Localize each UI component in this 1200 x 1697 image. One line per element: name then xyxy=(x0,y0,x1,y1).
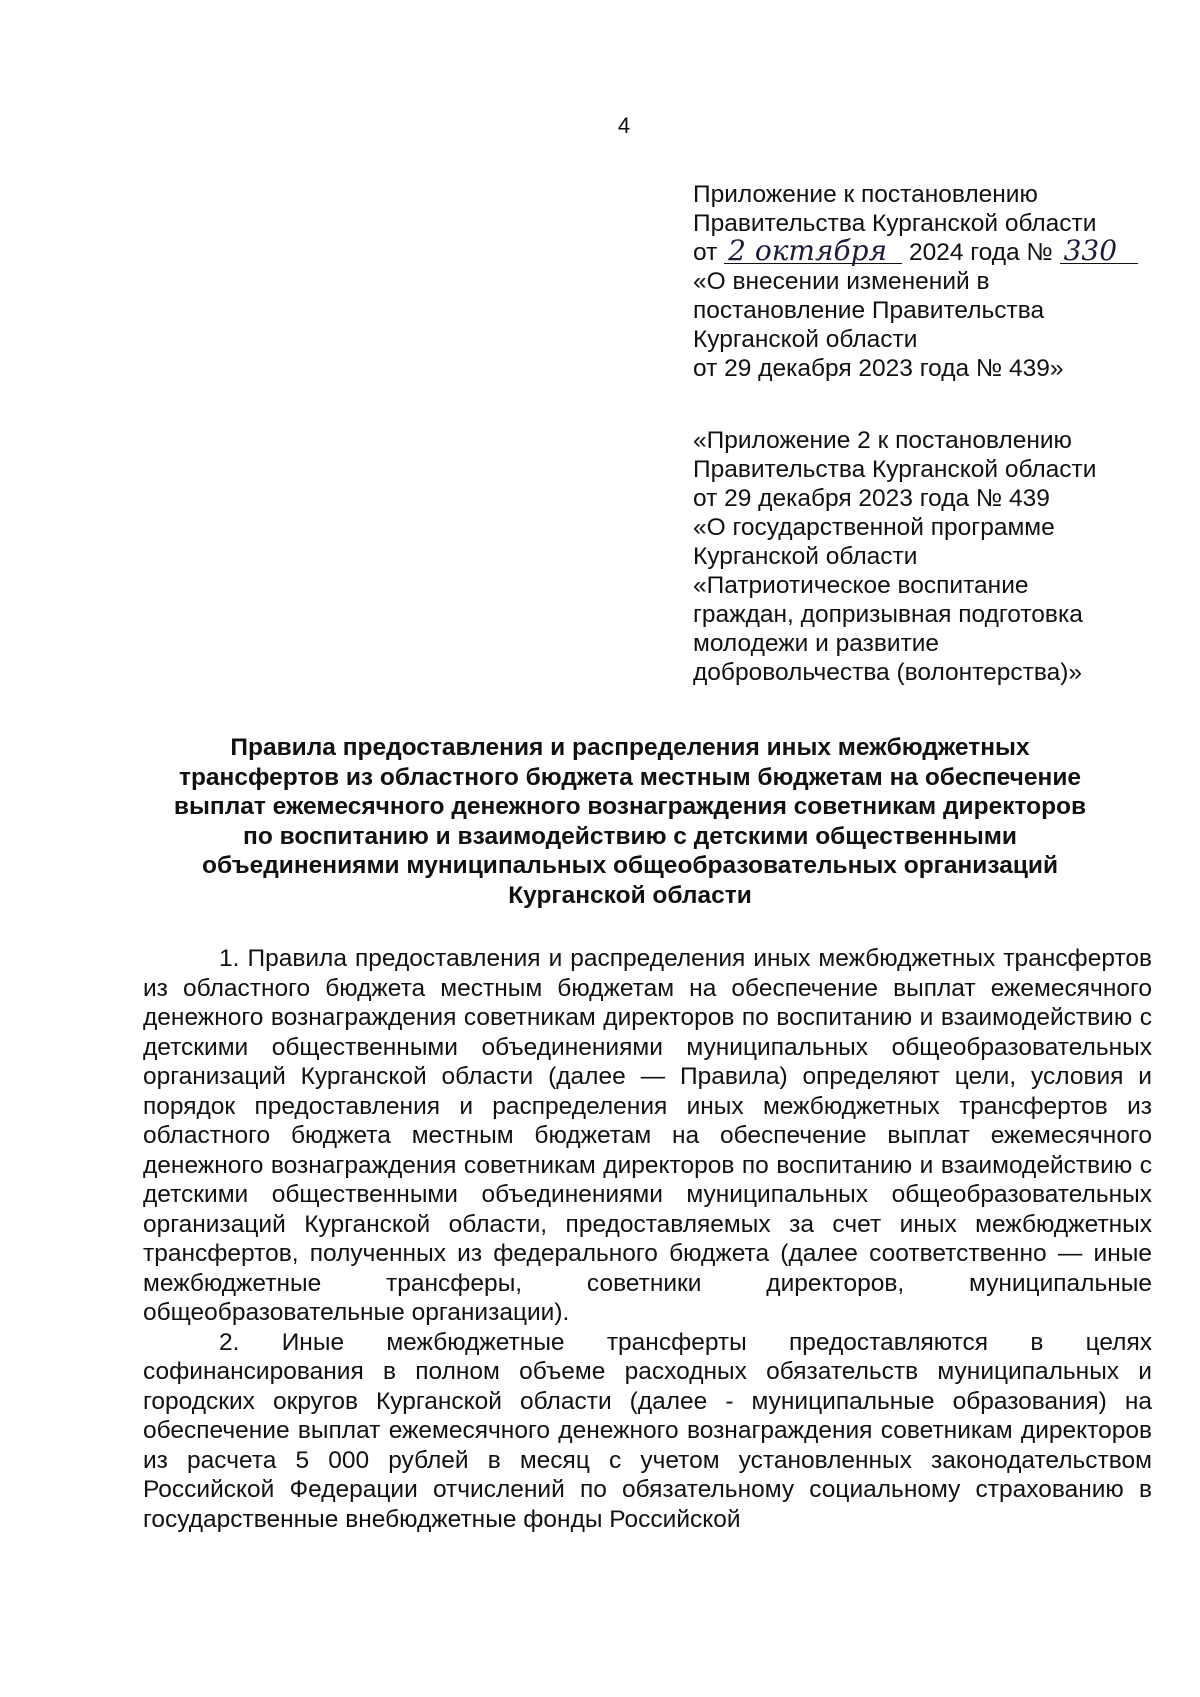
paragraph-2: 2. Иные межбюджетные трансферты предоставляются в целях софинансирования в полном объеме расходных обязательств муниципальных и городских округов Курганской области (далее - муниципальные образования) на обеспечение выплат ежемесячного денежного вознаграждения советникам директоров из расчета 5 000 рублей в месяц с учетом установленных законодательством Российской Федерации отчислений по обязательному социальному страхованию в государственные внебюджетные фонды Российской xyxy=(143,1328,1152,1533)
annex-1-line-4: «О внесении изменений в xyxy=(693,268,990,295)
annex-2-line-3: от 29 декабря 2023 года № 439 xyxy=(693,485,1050,512)
annex-2-line-5: Курганской области xyxy=(693,543,918,570)
annex-2-line-6: «Патриотическое воспитание xyxy=(693,572,1029,599)
title-line-6: Курганской области xyxy=(508,881,752,909)
annex-2-line-2: Правительства Курганской области xyxy=(693,456,1097,483)
annex-1-line-5: постановление Правительства xyxy=(693,297,1045,324)
annex-1-line-6: Курганской области xyxy=(693,326,918,353)
annex-2-line-1: «Приложение 2 к постановлению xyxy=(693,427,1072,454)
handwritten-date: 2 октября xyxy=(724,239,902,264)
annex-1-line-1: Приложение к постановлению xyxy=(693,181,1038,208)
title-line-2: трансфертов из областного бюджета местным бюджетам на обеспечение xyxy=(178,763,1082,791)
paragraph-1: 1. Правила предоставления и распределения иных межбюджетных трансфертов из областного бюджета местным бюджетам на обеспечение выплат ежемесячного денежного вознаграждения советникам директоров по воспитанию и взаимодействию с детскими общественными объединениями муниципальных общеобразовательных организаций Курганской области (далее — Правила) определяют цели, условия и порядок предоставления и распределения иных межбюджетных трансфертов из областного бюджета местным бюджетам на обеспечение выплат ежемесячного денежного вознаграждения советникам директоров по воспитанию и взаимодействию с детскими общественными объединениями муниципальных общеобразовательных организаций Курганской области, предоставляемых за счет иных межбюджетных трансфертов, полученных из федерального бюджета (далее соответственно — иные межбюджетные трансферы, советники директоров, муниципальные общеобразовательные организации). xyxy=(143,945,1152,1326)
annex-2-line-9: добровольчества (волонтерства)» xyxy=(693,659,1083,686)
annex-2-line-4: «О государственной программе xyxy=(693,514,1055,541)
handwritten-number: 330 xyxy=(1060,239,1138,264)
title-line-5: объединениями муниципальных общеобразовательных организаций xyxy=(201,852,1059,879)
page-number: 4 xyxy=(617,113,631,138)
annex-header-amendment xyxy=(693,180,1153,383)
title-line-1: Правила предоставления и распределения иных межбюджетных xyxy=(230,734,1030,761)
annex-1-year-label: 2024 года № xyxy=(908,239,1053,266)
annex-1-line-3 xyxy=(693,234,1153,267)
document-title xyxy=(100,733,1160,910)
annex-1-date-prefix: от xyxy=(693,239,718,266)
document-body xyxy=(143,944,1152,1534)
annex-2-line-7: граждан, допризывная подготовка xyxy=(693,601,1083,628)
annex-1-line-7: от 29 декабря 2023 года № 439» xyxy=(693,355,1064,382)
annex-1-line-2: Правительства Курганской области xyxy=(693,210,1097,237)
annex-header-program xyxy=(693,426,1153,687)
title-line-3: выплат ежемесячного денежного вознаграждения советникам директоров xyxy=(173,793,1087,820)
annex-2-line-8: молодежи и развитие xyxy=(693,630,940,657)
title-line-4: по воспитанию и взаимодействию с детскими общественными xyxy=(243,822,1017,850)
